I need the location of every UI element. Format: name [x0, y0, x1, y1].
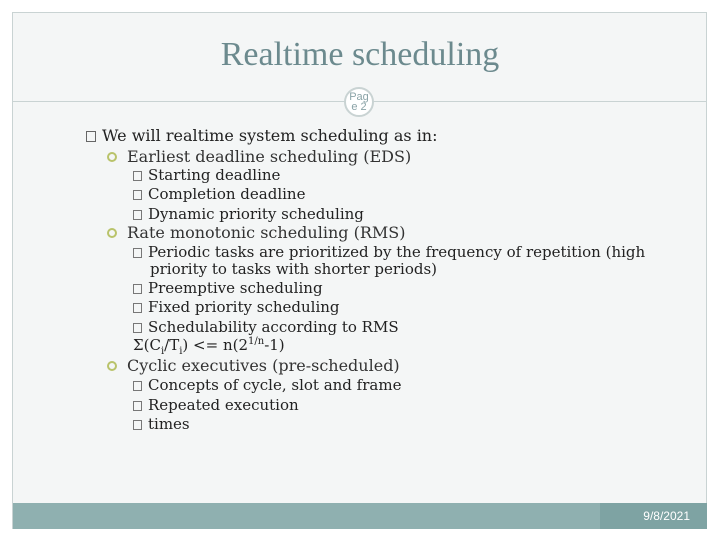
list-item-text: Fixed priority scheduling — [148, 298, 340, 316]
section-label: Rate monotonic scheduling (RMS) — [127, 223, 406, 242]
list-item-text: Schedulability according to RMS — [148, 318, 399, 336]
square-bullet-icon — [133, 284, 142, 294]
square-bullet-icon — [133, 210, 142, 220]
section-label: Cyclic executives (pre-scheduled) — [127, 356, 400, 375]
list-item — [133, 166, 280, 184]
square-bullet-icon — [133, 401, 142, 411]
ring-bullet-icon — [107, 361, 117, 371]
list-item-text: Preemptive scheduling — [148, 279, 323, 297]
formula-superscript: 1/n — [248, 336, 265, 347]
section-eds — [107, 147, 411, 166]
list-item-text: Dynamic priority scheduling — [148, 205, 364, 223]
list-item — [133, 318, 399, 336]
list-item — [133, 376, 401, 394]
list-item-text: Concepts of cycle, slot and frame — [148, 376, 402, 394]
square-bullet-icon — [86, 131, 96, 142]
list-item — [133, 205, 364, 223]
formula-part: ) <= n(2 — [182, 336, 249, 354]
list-item-text: times — [148, 415, 190, 433]
formula-part: (C — [143, 336, 161, 354]
ring-bullet-icon — [107, 152, 117, 162]
square-bullet-icon — [133, 171, 142, 181]
list-item-text: Periodic tasks are prioritized by the frequency of repetition (high — [148, 243, 646, 261]
intro-line — [86, 126, 438, 145]
list-item-continuation — [150, 260, 437, 278]
square-bullet-icon — [133, 190, 142, 200]
list-item — [133, 396, 299, 414]
list-item — [133, 415, 190, 433]
square-bullet-icon — [133, 303, 142, 313]
list-item-text: priority to tasks with shorter periods) — [150, 260, 438, 278]
list-item-text: Repeated execution — [148, 396, 299, 414]
formula-sigma: Σ — [133, 336, 144, 354]
list-item-text: Starting deadline — [148, 166, 281, 184]
list-item — [133, 298, 340, 316]
page-label-line1: Pag — [349, 91, 369, 103]
page-label-line2: e 2 — [351, 101, 367, 113]
formula-part: /T — [164, 336, 180, 354]
formula-subscript: i — [160, 346, 165, 357]
square-bullet-icon — [133, 323, 142, 333]
section-rms — [107, 223, 405, 242]
formula-part: -1) — [264, 336, 285, 354]
page-number-badge — [344, 87, 374, 117]
square-bullet-icon — [133, 381, 142, 391]
section-label: Earliest deadline scheduling (EDS) — [127, 147, 412, 166]
formula-subscript: i — [179, 346, 183, 357]
square-bullet-icon — [133, 420, 142, 430]
list-item-text: Completion deadline — [148, 185, 306, 203]
list-item — [133, 243, 645, 261]
slide-title: Realtime scheduling — [220, 36, 500, 73]
intro-text: We will realtime system scheduling as in: — [102, 126, 438, 145]
ring-bullet-icon — [107, 228, 117, 238]
section-cyclic — [107, 356, 400, 375]
list-item — [133, 185, 305, 203]
rms-formula — [133, 336, 285, 357]
slide-date: 9/8/2021 — [643, 509, 690, 523]
list-item — [133, 279, 323, 297]
square-bullet-icon — [133, 248, 142, 258]
